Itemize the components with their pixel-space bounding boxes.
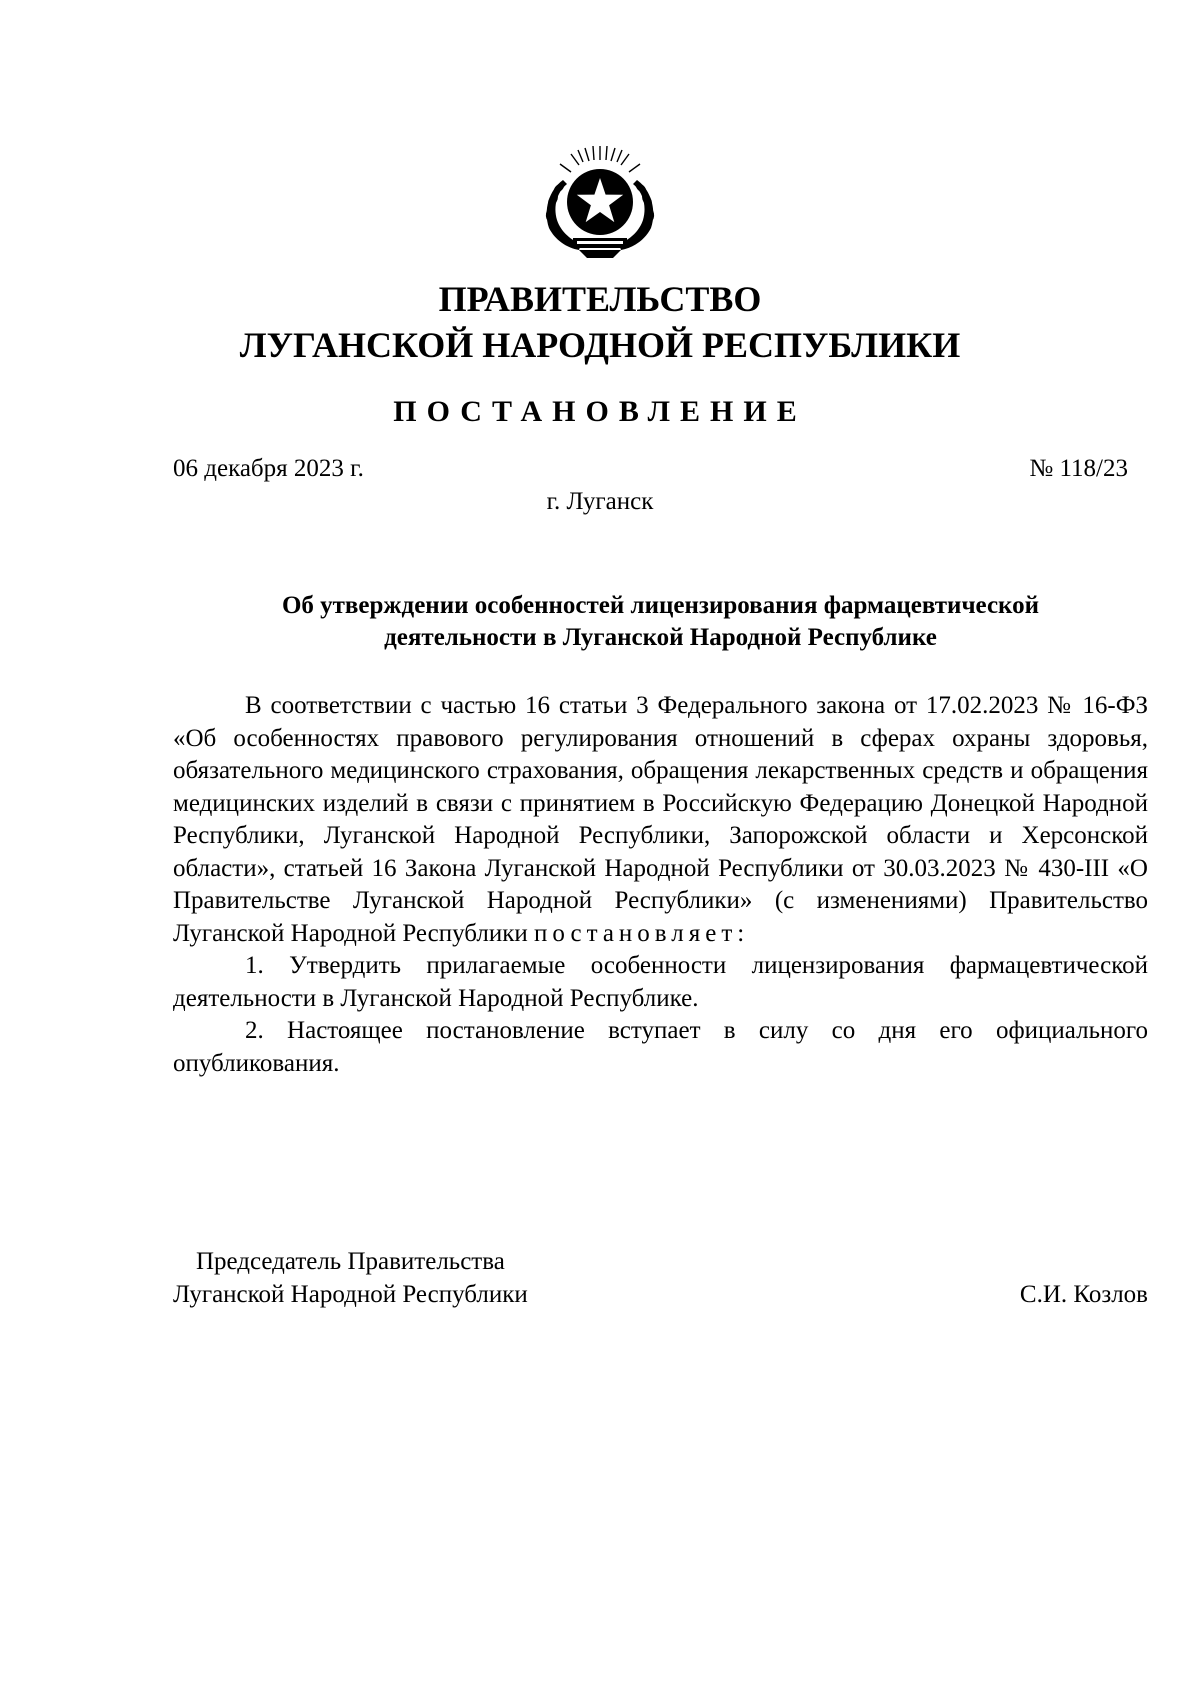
subject-line-1: Об утверждении особенностей лицензирования фармацевтической <box>281 592 1040 619</box>
item-2: 2. Настоящее постановление вступает в силу со дня его официального опубликования. <box>173 1017 1148 1077</box>
preamble-text: В соответствии с частью 16 статьи 3 Федерального закона от 17.02.2023 № 16-ФЗ «Об особенностях правового регулирования отношений в сферах охраны здоровья, обязательного медицинского страхования, обращения лекарственных средств и обращения медицинских изделий в связи с принятием в Российскую Федерацию Донецкой Народной Республики, Луганской Народной Республики, Запорожской области и Херсонской области», статьей 16 Закона Луганской Народной Республики от 30.03.2023 № 430-III «О Правительстве Луганской Народной Республики» (с изменениями) Правительство Луганской Народной Республики <box>173 692 1148 947</box>
government-name-line-1: ПРАВИТЕЛЬСТВО <box>438 279 762 319</box>
resolves-colon: : <box>737 919 745 947</box>
subject-line-2: деятельности в Луганской Народной Республике <box>384 624 937 651</box>
document-number: № 118/23 <box>1029 455 1128 482</box>
document-body <box>173 690 1148 1080</box>
document-city: г. Луганск <box>546 488 654 515</box>
emblem-rays <box>560 146 640 172</box>
signatory-position-line-1: Председатель Правительства <box>195 1248 505 1275</box>
document-date: 06 декабря 2023 г. <box>173 455 364 482</box>
emblem-ribbon-band <box>577 241 623 244</box>
emblem-base <box>579 250 621 258</box>
preamble-paragraph <box>173 690 1148 950</box>
resolves-word: постановляет <box>534 919 738 947</box>
document-type: ПОСТАНОВЛЕНИЕ <box>393 395 807 428</box>
lpr-coat-of-arms-icon <box>533 140 667 260</box>
document-subject <box>173 590 1148 654</box>
government-name-line-2: ЛУГАНСКОЙ НАРОДНОЙ РЕСПУБЛИКИ <box>239 325 961 365</box>
item-1: 1. Утвердить прилагаемые особенности лицензирования фармацевтической деятельности в Луганской Народной Республике. <box>173 952 1148 1012</box>
signatory-position <box>173 1245 528 1311</box>
signatory-name: С.И. Козлов <box>1019 1281 1148 1308</box>
signatory-position-line-2: Луганской Народной Республики <box>173 1281 528 1308</box>
